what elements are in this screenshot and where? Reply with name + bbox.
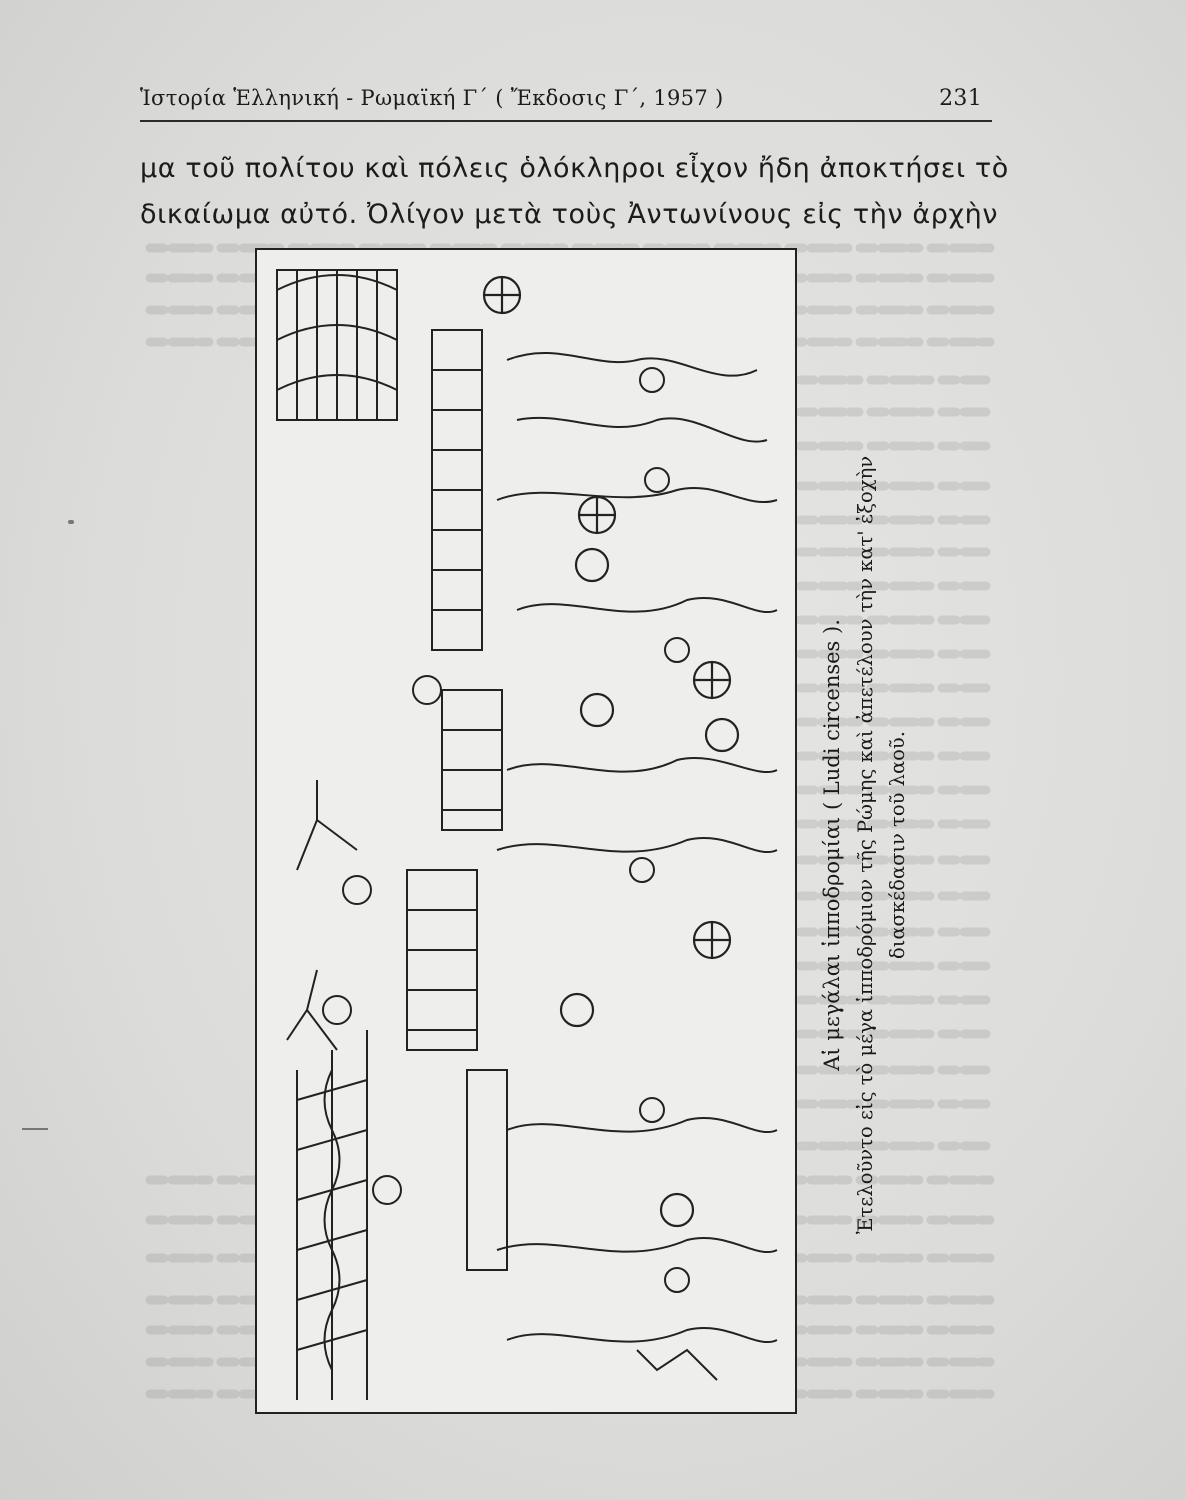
figure-caption — [820, 395, 930, 1295]
circus-drawing — [257, 250, 795, 1412]
page-number: 231 — [939, 86, 982, 111]
caption-line-2: Ἐτελοῦντο εἰς τὸ μέγα ἱπποδρόμιον τῆς Ρώμης καὶ ἀπετέλουν τὴν κατ' ἐξοχὴν — [854, 455, 877, 1235]
caption-title: Αἱ μεγάλαι ἱπποδρομίαι ( Ludi circenses ). — [820, 619, 844, 1071]
body-text-line-2: δικαίωμα αὐτό. Ὀλίγον μετὰ τοὺς Ἀντωνίνους εἰς τὴν ἀρχὴν — [140, 199, 999, 230]
stray-mark — [68, 520, 74, 524]
margin-mark — [22, 1128, 48, 1130]
circus-illustration — [255, 248, 797, 1414]
header-title: Ἱστορία Ἑλληνική - Ρωμαϊκή Γ΄ ( Ἔκδοσις Γ΄, 1957 ) — [140, 86, 724, 110]
body-text-line-1: μα τοῦ πολίτου καὶ πόλεις ὁλόκληροι εἶχον ἤδη ἀποκτήσει τὸ — [140, 153, 1009, 184]
caption-line-3: διασκέδασιν τοῦ λαοῦ. — [886, 731, 909, 959]
figure-caption-rotated — [820, 395, 930, 1295]
